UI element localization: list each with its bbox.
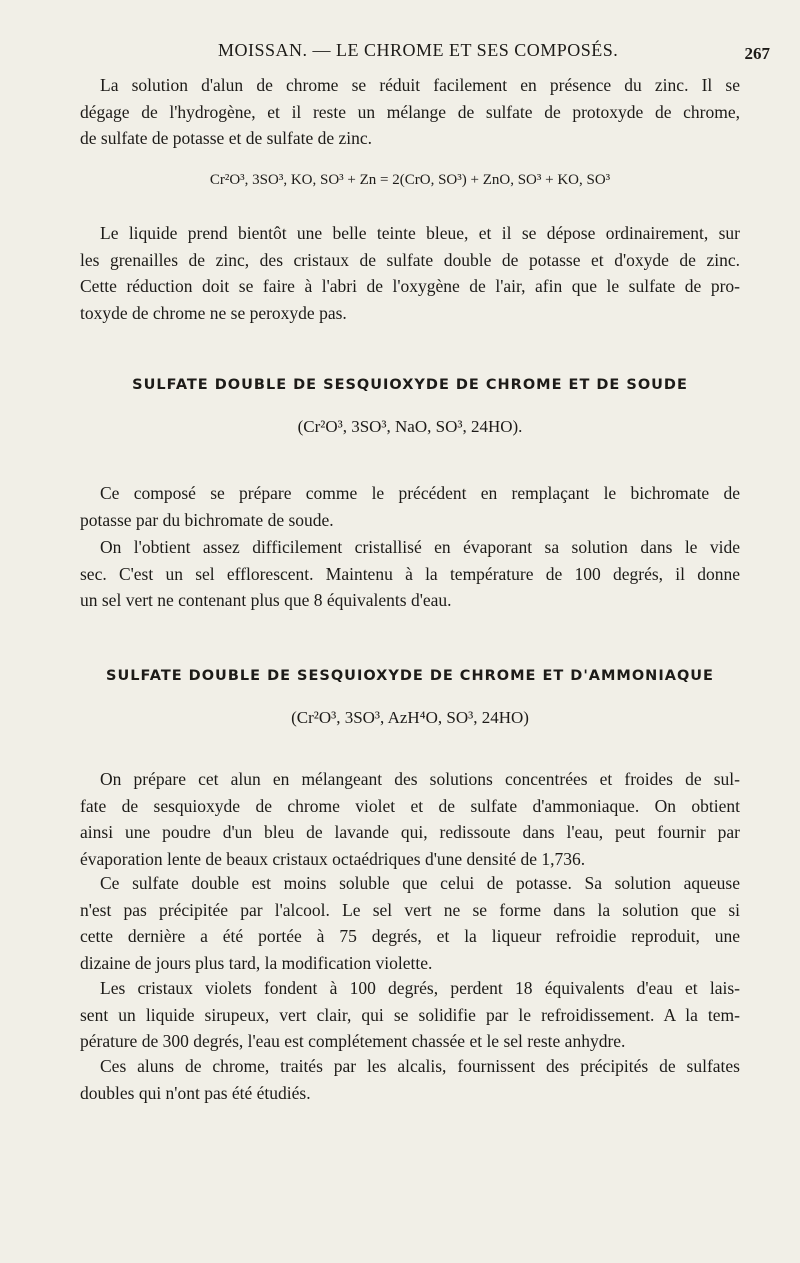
text-line: ainsi une poudre d'un bleu de lavande qui, redissoute dans l'eau, peut fournir par xyxy=(80,822,740,842)
ammoniaque-paragraph-2 xyxy=(80,870,740,976)
page-number: 267 xyxy=(744,44,770,63)
text-line: évaporation lente de beaux cristaux octaédriques d'une densité de 1,736. xyxy=(80,848,586,869)
reduction-paragraph xyxy=(80,220,740,326)
intro-paragraph xyxy=(80,72,740,152)
compound-formula-ammoniaque: (Cr²O³, 3SO³, AzH⁴O, SO³, 24HO) xyxy=(291,708,529,727)
running-title: MOISSAN. — LE CHROME ET SES COMPOSÉS. xyxy=(218,40,619,60)
text-line: dégage de l'hydrogène, et il reste un mélange de sulfate de protoxyde de chrome, xyxy=(80,101,740,122)
ammoniaque-paragraph-1 xyxy=(80,766,740,872)
compound-formula-soude: (Cr²O³, 3SO³, NaO, SO³, 24HO). xyxy=(297,417,523,436)
text-line: Ces aluns de chrome, traités par les alcalis, fournissent des précipités de sulfates xyxy=(100,1056,740,1076)
text-line: sec. C'est un sel efflorescent. Maintenu à la température de 100 degrés, il donne xyxy=(80,563,740,584)
reaction-formula: Cr²O³, 3SO³, KO, SO³ + Zn = 2(CrO, SO³) + ZnO, SO³ + KO, SO³ xyxy=(209,172,611,188)
text-line: de sulfate de potasse et de sulfate de zinc. xyxy=(80,128,373,148)
text-line: Ce sulfate double est moins soluble que celui de potasse. Sa solution aqueuse xyxy=(100,873,740,893)
text-line: Ce composé se prépare comme le précédent en remplaçant le bichromate de xyxy=(100,483,740,503)
ammoniaque-paragraph-4 xyxy=(80,1053,740,1106)
text-line: On l'obtient assez difficilement cristallisé en évaporant sa solution dans le vide xyxy=(100,537,740,557)
text-line: fate de sesquioxyde de chrome violet et de sulfate d'ammoniaque. On obtient xyxy=(80,795,740,816)
text-line: Cette réduction doit se faire à l'abri de l'oxygène de l'air, afin que le sulfate de pro- xyxy=(80,276,740,296)
text-line: Les cristaux violets fondent à 100 degrés, perdent 18 équivalents d'eau et lais- xyxy=(100,978,740,998)
section-title-soude: SULFATE DOUBLE DE SESQUIOXYDE DE CHROME ET DE SOUDE xyxy=(132,377,688,393)
text-line: On prépare cet alun en mélangeant des solutions concentrées et froides de sul- xyxy=(100,769,740,789)
section-title-ammoniaque: SULFATE DOUBLE DE SESQUIOXYDE DE CHROME ET D'AMMONIAQUE xyxy=(106,668,714,684)
soude-paragraph-1 xyxy=(80,480,740,533)
text-line: doubles qui n'ont pas été étudiés. xyxy=(80,1082,311,1103)
text-line: La solution d'alun de chrome se réduit facilement en présence du zinc. Il se xyxy=(100,75,740,95)
text-line: Le liquide prend bientôt une belle teinte bleue, et il se dépose ordinairement, sur xyxy=(100,223,740,243)
text-line: cette dernière a été portée à 75 degrés, et la liqueur refroidie reproduit, une xyxy=(80,926,740,946)
soude-paragraph-2 xyxy=(80,534,740,614)
text-line: sent un liquide sirupeux, vert clair, qui se solidifie par le refroidissement. A la tem- xyxy=(80,1004,740,1025)
text-line: pérature de 300 degrés, l'eau est complétement chassée et le sel reste anhydre. xyxy=(80,1031,626,1051)
text-line: potasse par du bichromate de soude. xyxy=(80,509,334,530)
text-line: un sel vert ne contenant plus que 8 équivalents d'eau. xyxy=(80,590,452,610)
ammoniaque-paragraph-3 xyxy=(80,975,740,1055)
page-header xyxy=(80,40,770,66)
text-line: les grenailles de zinc, des cristaux de sulfate double de potasse et d'oxyde de zinc. xyxy=(80,249,740,270)
text-line: n'est pas précipitée par l'alcool. Le sel vert ne se forme dans la solution que si xyxy=(80,899,740,920)
text-line: dizaine de jours plus tard, la modification violette. xyxy=(80,952,433,973)
text-line: toxyde de chrome ne se peroxyde pas. xyxy=(80,302,347,323)
